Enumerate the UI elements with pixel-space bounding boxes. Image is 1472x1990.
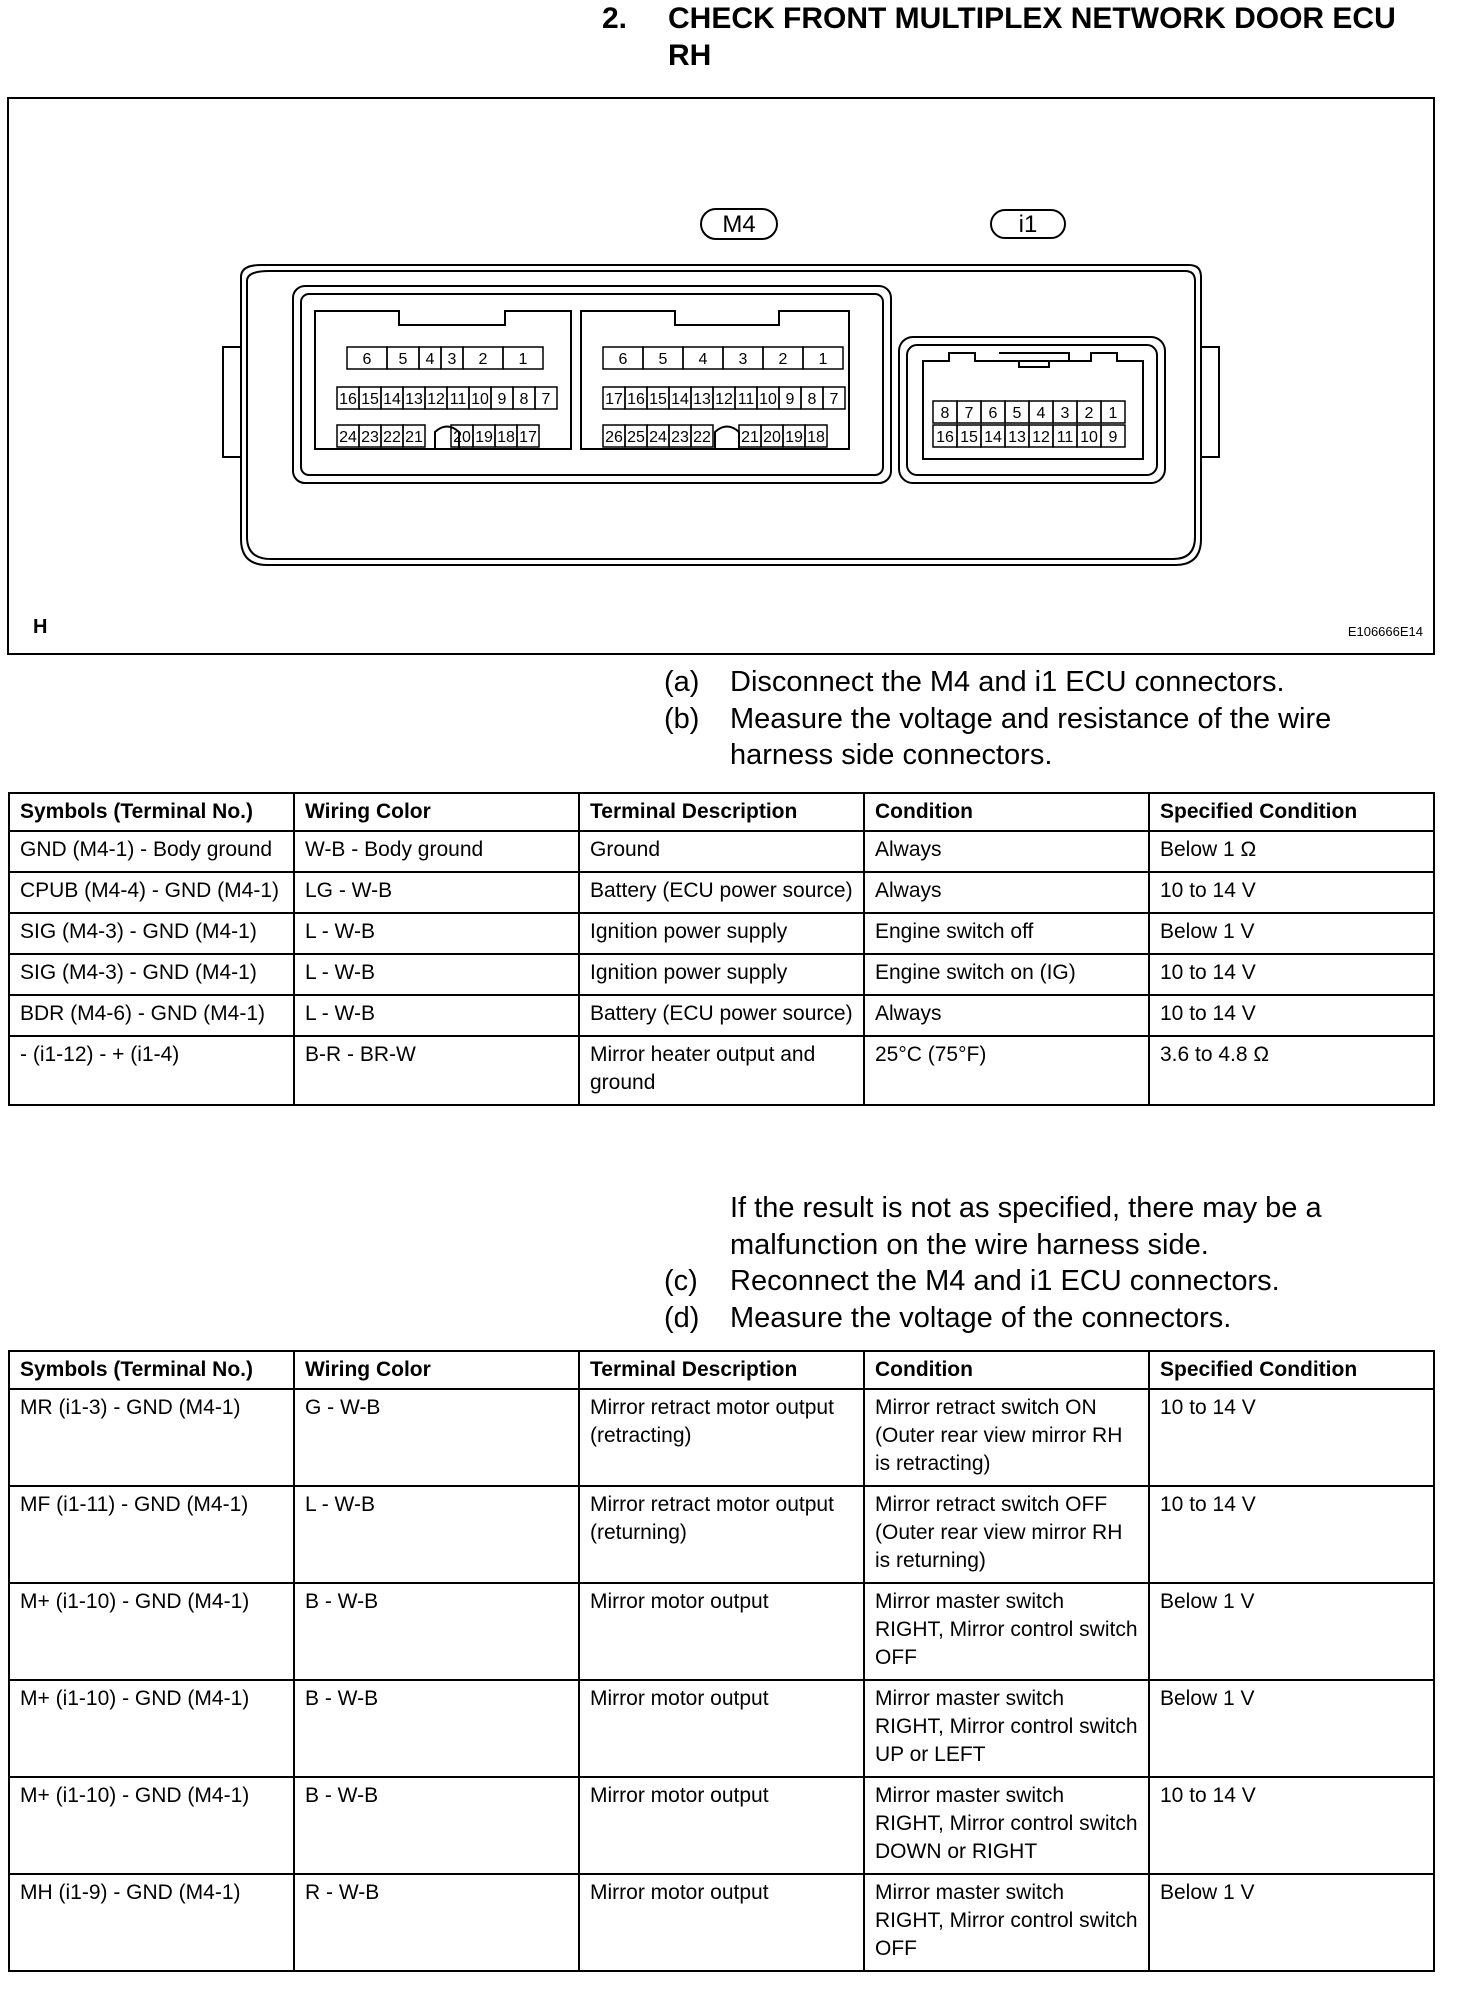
pin-number: 2 xyxy=(478,351,488,368)
cell-terminal-description: Battery (ECU power source) xyxy=(579,872,864,913)
cell-specified-condition: Below 1 V xyxy=(1149,1874,1434,1971)
cell-symbols: MR (i1-3) - GND (M4-1) xyxy=(9,1389,294,1486)
connector-label-m4: M4 xyxy=(722,211,756,238)
pin-number: 6 xyxy=(618,351,628,368)
header-specified-condition: Specified Condition xyxy=(1149,793,1434,831)
pin-number: 11 xyxy=(737,391,755,408)
table-row xyxy=(9,1583,1434,1680)
cell-terminal-description: Mirror motor output xyxy=(579,1874,864,1971)
table-row xyxy=(9,995,1434,1036)
cell-wiring-color: G - W-B xyxy=(294,1389,579,1486)
result-note xyxy=(664,1190,1394,1263)
pin-number: 14 xyxy=(984,429,1002,446)
pin-number: 17 xyxy=(605,391,623,408)
cell-wiring-color: LG - W-B xyxy=(294,872,579,913)
pin-number: 13 xyxy=(405,391,423,408)
cell-condition: Mirror master switch RIGHT, Mirror control switch OFF xyxy=(864,1874,1149,1971)
pin-number: 17 xyxy=(519,429,537,446)
pin-number: 26 xyxy=(605,429,623,446)
pin-number: 15 xyxy=(960,429,978,446)
cell-condition: Mirror master switch RIGHT, Mirror control switch OFF xyxy=(864,1583,1149,1680)
table-row xyxy=(9,1874,1434,1971)
cell-condition: Mirror master switch RIGHT, Mirror control switch DOWN or RIGHT xyxy=(864,1777,1149,1874)
header-symbols: Symbols (Terminal No.) xyxy=(9,793,294,831)
step-label: (b) xyxy=(664,702,700,735)
cell-terminal-description: Mirror heater output and ground xyxy=(579,1036,864,1105)
header-wiring-color: Wiring Color xyxy=(294,793,579,831)
cell-wiring-color: W-B - Body ground xyxy=(294,831,579,872)
cell-wiring-color: R - W-B xyxy=(294,1874,579,1971)
pin-number: 23 xyxy=(361,429,379,446)
step-text: Disconnect the M4 and i1 ECU connectors. xyxy=(730,666,1285,698)
pin-number: 8 xyxy=(940,405,950,422)
step-d xyxy=(664,1300,1394,1337)
pin-number: 20 xyxy=(453,429,471,446)
steps-a-b xyxy=(664,664,1384,774)
cell-condition: Always xyxy=(864,831,1149,872)
cell-specified-condition: Below 1 V xyxy=(1149,1583,1434,1680)
steps-c-d xyxy=(664,1190,1394,1336)
table-row xyxy=(9,913,1434,954)
cell-terminal-description: Mirror motor output xyxy=(579,1777,864,1874)
pin-number: 1 xyxy=(518,351,528,368)
cell-symbols: GND (M4-1) - Body ground xyxy=(9,831,294,872)
table-header-row xyxy=(9,793,1434,831)
cell-specified-condition: 10 to 14 V xyxy=(1149,1486,1434,1583)
pin-number: 4 xyxy=(1036,405,1046,422)
pin-number: 2 xyxy=(778,351,788,368)
cell-condition: Mirror retract switch ON (Outer rear view mirror RH is retracting) xyxy=(864,1389,1149,1486)
pin-number: 6 xyxy=(988,405,998,422)
pin-number: 5 xyxy=(658,351,668,368)
step-title: CHECK FRONT MULTIPLEX NETWORK DOOR ECU RH xyxy=(668,2,1396,72)
table-row xyxy=(9,1036,1434,1105)
pin-number: 6 xyxy=(362,351,372,368)
step-label: (d) xyxy=(664,1301,700,1334)
step-text: Measure the voltage and resistance of the wire harness side connectors. xyxy=(730,702,1332,771)
pin-number: 20 xyxy=(763,429,781,446)
cell-terminal-description: Battery (ECU power source) xyxy=(579,995,864,1036)
cell-wiring-color: B - W-B xyxy=(294,1583,579,1680)
table-row xyxy=(9,1389,1434,1486)
step-text: Reconnect the M4 and i1 ECU connectors. xyxy=(730,1265,1280,1297)
cell-symbols: MH (i1-9) - GND (M4-1) xyxy=(9,1874,294,1971)
cell-symbols: MF (i1-11) - GND (M4-1) xyxy=(9,1486,294,1583)
table-row xyxy=(9,1777,1434,1874)
table-row xyxy=(9,954,1434,995)
pin-number: 12 xyxy=(1032,429,1050,446)
pin-number: 5 xyxy=(1012,405,1022,422)
pin-number: 24 xyxy=(649,429,667,446)
pin-number: 18 xyxy=(497,429,515,446)
header-condition: Condition xyxy=(864,793,1149,831)
cell-condition: Engine switch on (IG) xyxy=(864,954,1149,995)
pin-number: 10 xyxy=(759,391,777,408)
pin-number: 19 xyxy=(785,429,803,446)
cell-terminal-description: Ignition power supply xyxy=(579,954,864,995)
header-specified-condition: Specified Condition xyxy=(1149,1351,1434,1389)
cell-specified-condition: 10 to 14 V xyxy=(1149,954,1434,995)
cell-terminal-description: Mirror retract motor output (returning) xyxy=(579,1486,864,1583)
pin-number: 13 xyxy=(693,391,711,408)
step-label: (a) xyxy=(664,666,700,698)
pin-number: 10 xyxy=(1080,429,1098,446)
pin-number: 11 xyxy=(449,391,467,408)
pin-number: 11 xyxy=(1056,429,1074,446)
pin-number: 16 xyxy=(627,391,645,408)
header-symbols: Symbols (Terminal No.) xyxy=(9,1351,294,1389)
pin-number: 24 xyxy=(339,429,357,446)
cell-condition: Always xyxy=(864,995,1149,1036)
pin-number: 18 xyxy=(807,429,825,446)
pin-number: 16 xyxy=(936,429,954,446)
pin-number: 8 xyxy=(807,391,817,408)
table-row xyxy=(9,872,1434,913)
cell-specified-condition: 10 to 14 V xyxy=(1149,995,1434,1036)
cell-symbols: M+ (i1-10) - GND (M4-1) xyxy=(9,1680,294,1777)
pin-number: 10 xyxy=(471,391,489,408)
cell-condition: 25°C (75°F) xyxy=(864,1036,1149,1105)
connector-diagram xyxy=(7,97,1435,655)
harness-side-spec-table xyxy=(8,792,1435,1106)
pin-number: 1 xyxy=(1108,405,1118,422)
header-terminal-description: Terminal Description xyxy=(579,793,864,831)
pin-number: 14 xyxy=(671,391,689,408)
pin-number: 16 xyxy=(339,391,357,408)
table-header-row xyxy=(9,1351,1434,1389)
pin-number: 21 xyxy=(741,429,759,446)
cell-condition: Always xyxy=(864,872,1149,913)
connector-label-i1: i1 xyxy=(1018,211,1038,238)
pin-number: 14 xyxy=(383,391,401,408)
cell-wiring-color: B-R - BR-W xyxy=(294,1036,579,1105)
cell-wiring-color: B - W-B xyxy=(294,1777,579,1874)
step-a xyxy=(664,664,1384,701)
step-number: 2. xyxy=(602,2,628,35)
pin-number: 12 xyxy=(427,391,445,408)
pin-number: 3 xyxy=(447,351,457,368)
table-row xyxy=(9,1680,1434,1777)
pin-number: 1 xyxy=(818,351,828,368)
cell-symbols: BDR (M4-6) - GND (M4-1) xyxy=(9,995,294,1036)
cell-specified-condition: 10 to 14 V xyxy=(1149,872,1434,913)
cell-condition: Mirror retract switch OFF (Outer rear view mirror RH is returning) xyxy=(864,1486,1149,1583)
cell-specified-condition: Below 1 V xyxy=(1149,913,1434,954)
pin-number: 12 xyxy=(715,391,733,408)
cell-terminal-description: Mirror motor output xyxy=(579,1583,864,1680)
cell-specified-condition: Below 1 V xyxy=(1149,1680,1434,1777)
pin-number: 9 xyxy=(497,391,507,408)
pin-number: 15 xyxy=(649,391,667,408)
cell-wiring-color: L - W-B xyxy=(294,913,579,954)
pin-number: 9 xyxy=(785,391,795,408)
pin-number: 25 xyxy=(627,429,645,446)
cell-symbols: M+ (i1-10) - GND (M4-1) xyxy=(9,1777,294,1874)
cell-symbols: SIG (M4-3) - GND (M4-1) xyxy=(9,913,294,954)
pin-number: 4 xyxy=(698,351,708,368)
table-row xyxy=(9,831,1434,872)
cell-specified-condition: Below 1 Ω xyxy=(1149,831,1434,872)
cell-terminal-description: Ignition power supply xyxy=(579,913,864,954)
pin-number: 7 xyxy=(964,405,974,422)
pin-number: 8 xyxy=(519,391,529,408)
pin-number: 19 xyxy=(475,429,493,446)
pin-number: 15 xyxy=(361,391,379,408)
pin-number: 2 xyxy=(1084,405,1094,422)
cell-symbols: M+ (i1-10) - GND (M4-1) xyxy=(9,1583,294,1680)
cell-terminal-description: Mirror retract motor output (retracting) xyxy=(579,1389,864,1486)
pin-number: 5 xyxy=(398,351,408,368)
pin-number: 22 xyxy=(383,429,401,446)
cell-symbols: SIG (M4-3) - GND (M4-1) xyxy=(9,954,294,995)
step-b xyxy=(664,701,1384,774)
header-wiring-color: Wiring Color xyxy=(294,1351,579,1389)
pin-number: 22 xyxy=(693,429,711,446)
cell-terminal-description: Ground xyxy=(579,831,864,872)
cell-terminal-description: Mirror motor output xyxy=(579,1680,864,1777)
cell-symbols: CPUB (M4-4) - GND (M4-1) xyxy=(9,872,294,913)
pin-number: 9 xyxy=(1108,429,1118,446)
step-label: (c) xyxy=(664,1265,698,1297)
cell-symbols: - (i1-12) - + (i1-4) xyxy=(9,1036,294,1105)
cell-wiring-color: L - W-B xyxy=(294,995,579,1036)
pin-number: 23 xyxy=(671,429,689,446)
cell-wiring-color: L - W-B xyxy=(294,954,579,995)
cell-wiring-color: L - W-B xyxy=(294,1486,579,1583)
cell-specified-condition: 3.6 to 4.8 Ω xyxy=(1149,1036,1434,1105)
ecu-connector-illustration xyxy=(9,99,1437,657)
header-condition: Condition xyxy=(864,1351,1149,1389)
header-terminal-description: Terminal Description xyxy=(579,1351,864,1389)
pin-number: 21 xyxy=(405,429,423,446)
pin-number: 13 xyxy=(1008,429,1026,446)
figure-code: E106666E14 xyxy=(1347,624,1423,639)
cell-condition: Mirror master switch RIGHT, Mirror control switch UP or LEFT xyxy=(864,1680,1149,1777)
pin-number: 3 xyxy=(738,351,748,368)
figure-corner-letter: H xyxy=(33,616,48,638)
result-note-text: If the result is not as specified, there may be a malfunction on the wire harness side. xyxy=(730,1192,1322,1261)
cell-condition: Engine switch off xyxy=(864,913,1149,954)
step-text: Measure the voltage of the connectors. xyxy=(730,1301,1232,1334)
step-c xyxy=(664,1263,1394,1300)
cell-specified-condition: 10 to 14 V xyxy=(1149,1389,1434,1486)
table-row xyxy=(9,1486,1434,1583)
pin-number: 7 xyxy=(829,391,839,408)
pin-number: 3 xyxy=(1060,405,1070,422)
pin-number: 7 xyxy=(541,391,551,408)
pin-number: 4 xyxy=(425,351,435,368)
connector-voltage-spec-table xyxy=(8,1350,1435,1972)
cell-specified-condition: 10 to 14 V xyxy=(1149,1777,1434,1874)
cell-wiring-color: B - W-B xyxy=(294,1680,579,1777)
